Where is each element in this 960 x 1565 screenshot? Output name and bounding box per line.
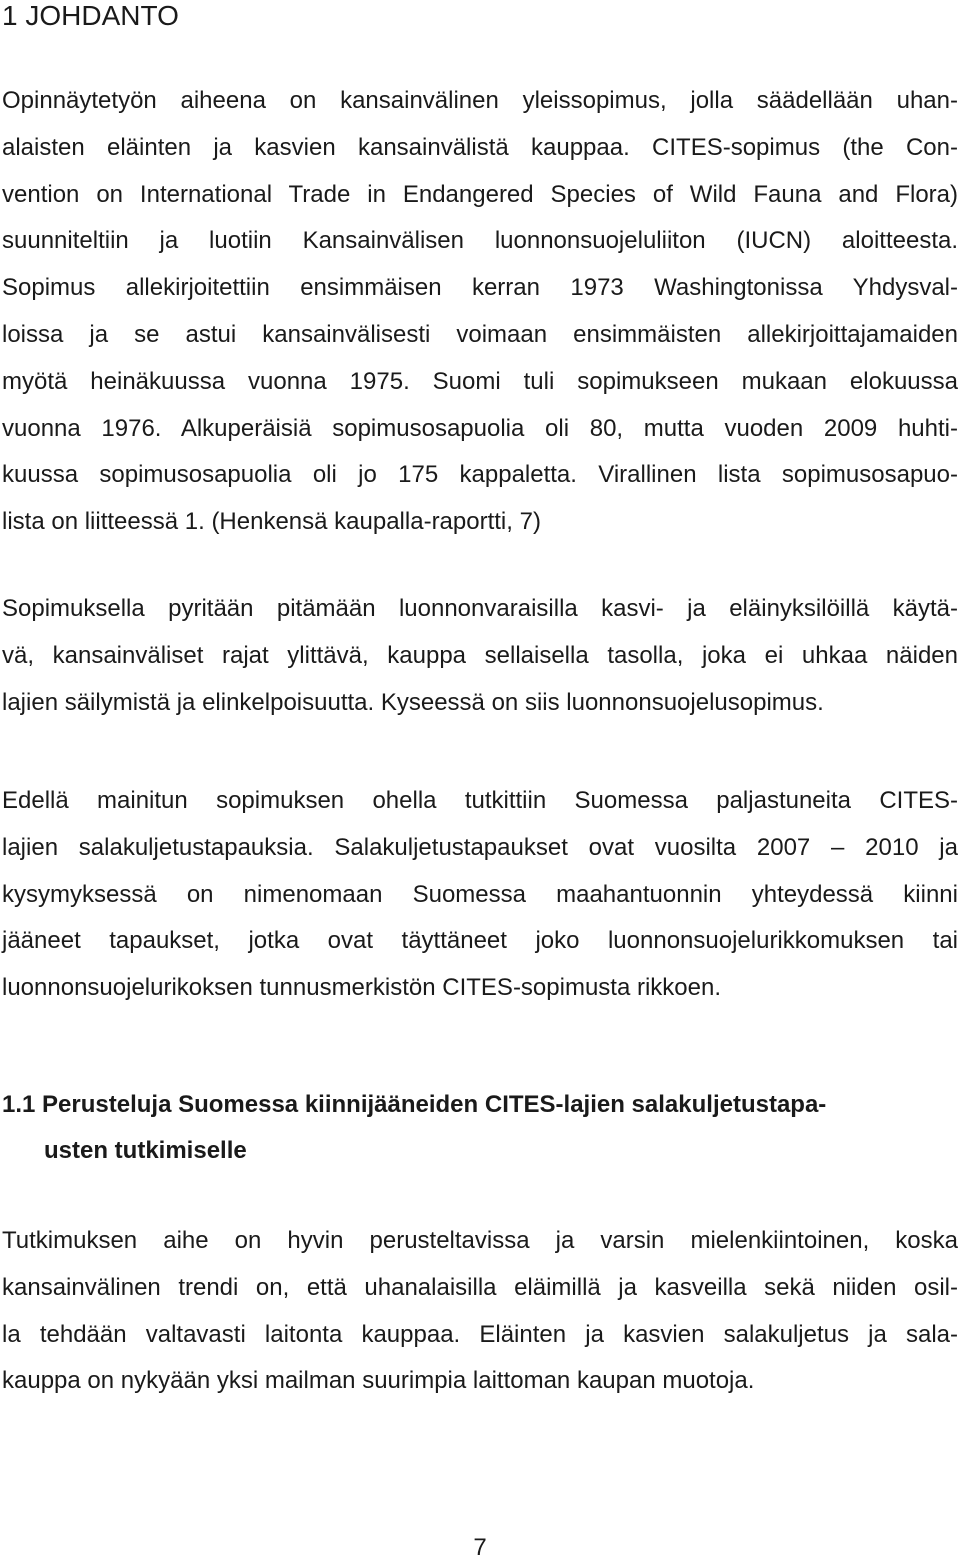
chapter-heading: 1 JOHDANTO xyxy=(2,0,179,31)
text-line: loissa ja se astui kansainvälisesti voimaan ensimmäisten allekirjoittajamaiden xyxy=(2,320,958,348)
text-line: lajien salakuljetustapauksia. Salakuljetustapaukset ovat vuosilta 2007 – 2010 ja xyxy=(2,833,958,861)
section-heading xyxy=(2,1082,958,1174)
text-line: vä, kansainväliset rajat ylittävä, kauppa sellaisella tasolla, joka ei uhkaa näiden xyxy=(2,641,958,669)
text-line: kansainvälinen trendi on, että uhanalaisilla eläimillä ja kasveilla sekä niiden osil- xyxy=(2,1273,958,1301)
text-line: myötä heinäkuussa vuonna 1975. Suomi tuli sopimukseen mukaan elokuussa xyxy=(2,367,958,395)
text-line: lista on liitteessä 1. (Henkensä kaupalla-raportti, 7) xyxy=(2,508,541,536)
paragraph-research-rationale xyxy=(2,1218,958,1405)
text-line: kauppa on nykyään yksi mailman suurimpia laittoman kaupan muotoja. xyxy=(2,1367,755,1395)
text-line: suunniteltiin ja luotiin Kansainvälisen luonnonsuojeluliiton (IUCN) aloitteesta. xyxy=(2,227,958,255)
text-line: Sopimuksella pyritään pitämään luonnonvaraisilla kasvi- ja eläinyksilöillä käytä- xyxy=(2,595,958,622)
paragraph-cites-intro xyxy=(2,78,958,546)
text-line: jääneet tapaukset, jotka ovat täyttäneet joko luonnonsuojelurikkomuksen tai xyxy=(2,927,958,955)
text-line: Sopimus allekirjoitettiin ensimmäisen kerran 1973 Washingtonissa Yhdysval- xyxy=(2,274,958,302)
text-line: la tehdään valtavasti laitonta kauppaa. Eläinten ja kasvien salakuljetus ja sala- xyxy=(2,1320,958,1348)
text-line: Tutkimuksen aihe on hyvin perusteltavissa ja varsin mielenkiintoinen, koska xyxy=(2,1227,958,1254)
text-line: vuonna 1976. Alkuperäisiä sopimusosapuolia oli 80, mutta vuoden 2009 huhti- xyxy=(2,414,958,442)
text-line: kuussa sopimusosapuolia oli jo 175 kappaletta. Virallinen lista sopimusosapuo- xyxy=(2,461,958,489)
section-heading-line: usten tutkimiselle xyxy=(44,1137,247,1164)
text-line: luonnonsuojelurikoksen tunnusmerkistön CITES-sopimusta rikkoen. xyxy=(2,974,722,1002)
text-line: alaisten eläinten ja kasvien kansainvälistä kauppaa. CITES-sopimus (the Con- xyxy=(2,133,958,161)
paragraph-smuggling-cases xyxy=(2,778,958,1012)
text-line: Opinnäytetyön aiheena on kansainvälinen yleissopimus, jolla säädellään uhan- xyxy=(2,87,958,114)
text-line: Edellä mainitun sopimuksen ohella tutkittiin Suomessa paljastuneita CITES- xyxy=(2,787,958,814)
text-line: vention on International Trade in Endangered Species of Wild Fauna and Flora) xyxy=(2,180,958,208)
page-number: 7 xyxy=(473,1534,487,1561)
text-line: kysymyksessä on nimenomaan Suomessa maahantuonnin yhteydessä kiinni xyxy=(2,880,958,908)
paragraph-treaty-goal xyxy=(2,586,958,726)
section-heading-line: 1.1 Perusteluja Suomessa kiinnijääneiden CITES-lajien salakuljetustapa- xyxy=(2,1091,827,1118)
text-line: lajien säilymistä ja elinkelpoisuutta. Kyseessä on siis luonnonsuojelusopimus. xyxy=(2,688,824,716)
